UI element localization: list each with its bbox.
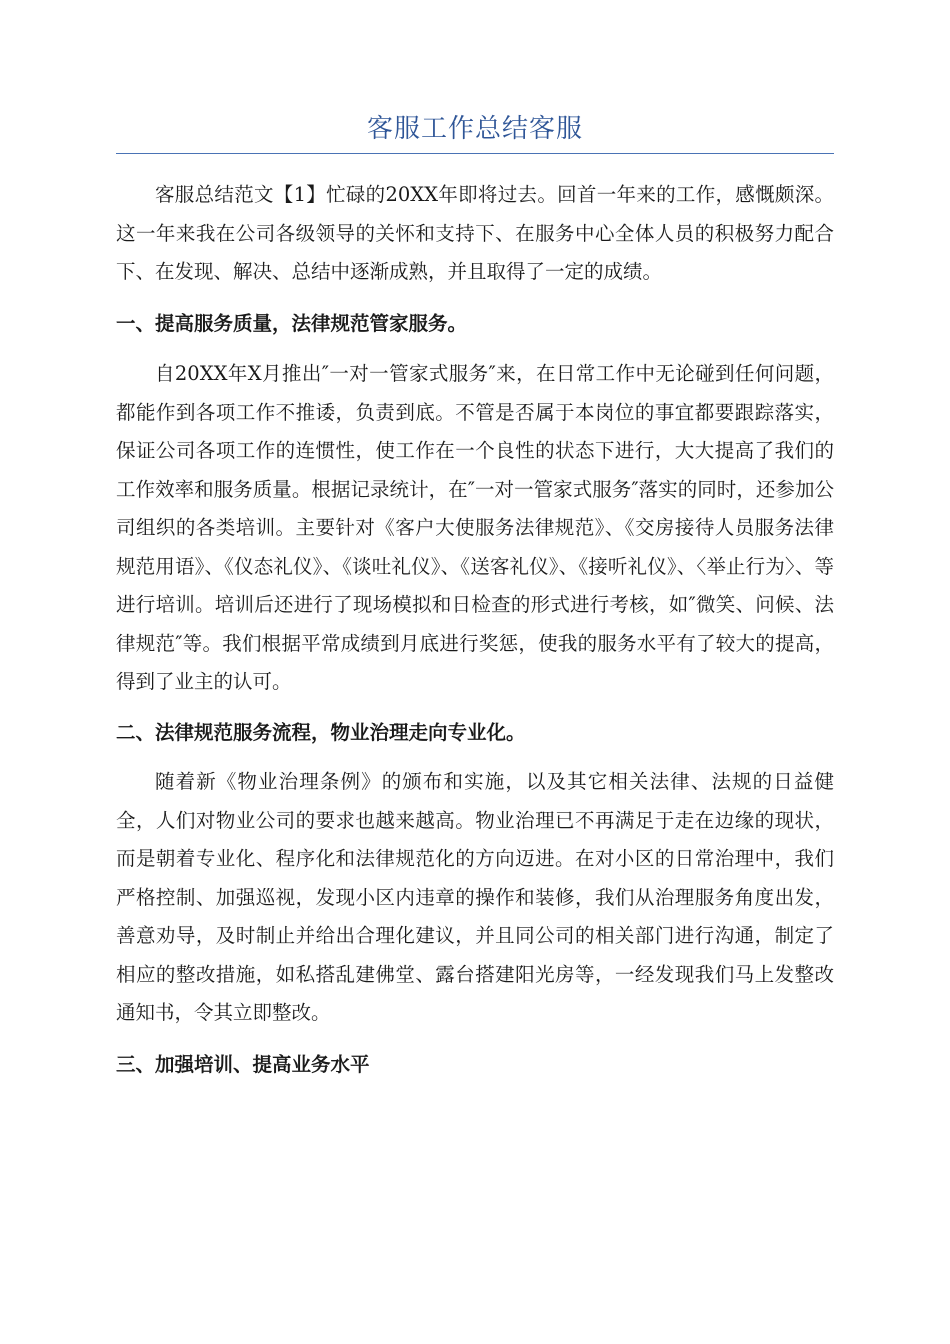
document-page [116, 110, 834, 1084]
section-heading-2: 二、法律规范服务流程，物业治理走向专业化。 [116, 720, 526, 744]
document-title: 客服工作总结客服 [366, 114, 583, 144]
paragraph-service-process: 随着新《物业治理条例》的颁布和实施，以及其它相关法律、法规的日益健全，人们对物业公司的要求也越来越高。物业治理已不再满足于走在边缘的现状，而是朝着专业化、程序化和法律规范化的方向迈进。在对小区的日常治理中，我们严格控制、加强巡视，发现小区内违章的操作和装修，我们从治理服务角度出发，善意劝导，及时制止并给出合理化建议，并且同公司的相关部门进行沟通，制定了相应的整改措施，如私搭乱建佛堂、露台搭建阳光房等，一经发现我们马上发整改通知书，令其立即整改。 [116, 770, 834, 1024]
title-underline [116, 153, 834, 154]
paragraph-service-quality: 自20XX年X月推出″一对一管家式服务″来，在日常工作中无论碰到任何问题，都能作到各项工作不推诿，负责到底。不管是否属于本岗位的事宜都要跟踪落实，保证公司各项工作的连惯性，使工作在一个良性的状态下进行，大大提高了我们的工作效率和服务质量。根据记录统计，在″一对一管家式服务″落实的同时，还参加公司组织的各类培训。主要针对《客户大使服务法律规范》、《交房接待人员服务法律规范用语》、《仪态礼仪》、《谈吐礼仪》、《送客礼仪》、《接听礼仪》、〈举止行为〉、等进行培训。培训后还进行了现场模拟和日检查的形式进行考核，如″微笑、问候、法律规范″等。我们根据平常成绩到月底进行奖惩，使我的服务水平有了较大的提高，得到了业主的认可。 [116, 362, 834, 693]
paragraph-intro: 客服总结范文【1】忙碌的20XX年即将过去。回首一年来的工作，感慨颇深。这一年来我在公司各级领导的关怀和支持下、在服务中心全体人员的积极努力配合下、在发现、解决、总结中逐渐成熟，并且取得了一定的成绩。 [116, 183, 834, 283]
section-heading-3: 三、加强培训、提高业务水平 [116, 1052, 370, 1076]
section-heading-1: 一、提高服务质量，法律规范管家服务。 [116, 311, 468, 335]
